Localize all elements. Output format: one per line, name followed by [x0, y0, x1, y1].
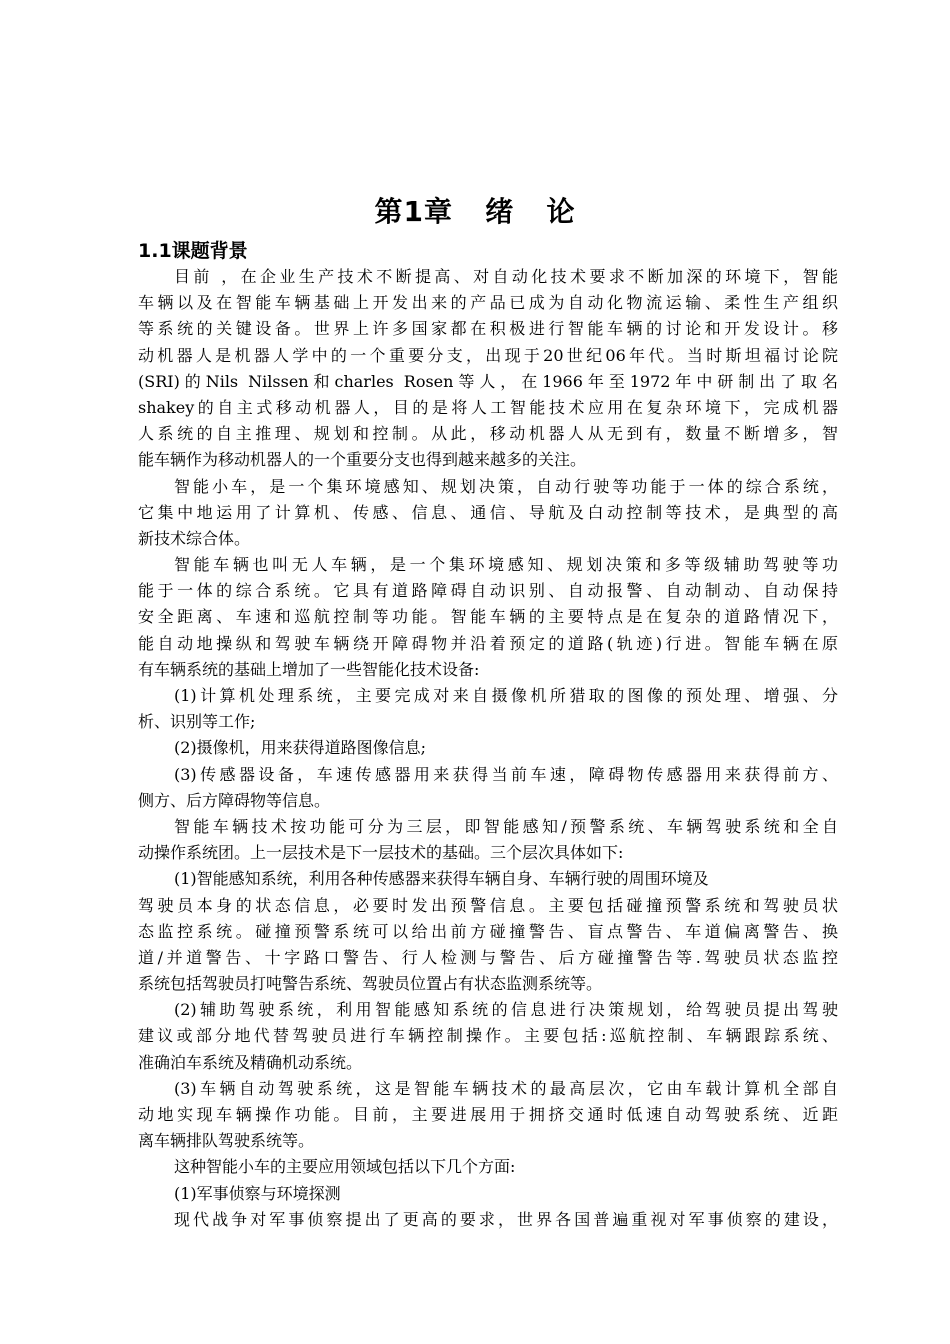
text-line: 现代战争对军事侦察提出了更高的要求，世界各国普遍重视对军事侦察的建设， — [174, 1209, 838, 1229]
text-line: (2)摄像机，用来获得道路图像信息; — [174, 738, 427, 758]
text-line: (3)传感器设备，车速传感器用来获得当前车速，障碍物传感器用来获得前方、 — [174, 764, 838, 784]
text-line: 智能小车，是一个集环境感知、规划决策，自动行驶等功能于一体的综合系统， — [174, 476, 838, 496]
text-line: 目前 ，在企业生产技术不断提高、对自动化技术要求不断加深的环境下，智能 — [174, 267, 838, 286]
text-line: 等系统的关键设备。世界上许多国家都在积极进行智能车辆的讨论和开发设计。移 — [138, 319, 838, 339]
text-line: (1)智能感知系统，利用各种传感器来获得车辆自身、车辆行驶的周围环境及 — [174, 869, 709, 889]
text-line: 建议或部分地代替驾驶员进行车辆控制操作。主要包括:巡航控制、车辆跟踪系统、 — [138, 1026, 838, 1046]
text-line: (3)车辆自动驾驶系统，这是智能车辆技术的最高层次，它由车载计算机全部自 — [174, 1078, 838, 1098]
text-line: 智能车辆技术按功能可分为三层，即智能感知/预警系统、车辆驾驶系统和全自 — [174, 816, 838, 836]
text-line: 能自动地操纵和驾驶车辆绕开障碍物并沿着预定的道路(轨迹)行进。智能车辆在原 — [138, 633, 838, 653]
text-line: 动地实现车辆操作功能。目前，主要进展用于拥挤交通时低速自动驾驶系统、近距 — [138, 1105, 838, 1124]
text-line: 能车辆作为移动机器人的一个重要分支也得到越来越多的关注。 — [138, 450, 587, 470]
text-line: (1)军事侦察与环境探测 — [174, 1183, 341, 1203]
text-line: 能于一体的综合系统。它具有道路障碍自动识别、自动报警、自动制动、自动保持 — [138, 581, 838, 601]
body-text — [138, 264, 838, 1233]
text-line: 道/并道警告、十字路口警告、行人检测与警告、后方碰撞警告等.驾驶员状态监控 — [138, 947, 838, 967]
text-line: 动操作系统团。上一层技术是下一层技术的基础。三个层次具体如下: — [138, 843, 624, 863]
text-line: 有车辆系统的基础上增加了一些智能化技术设备: — [138, 659, 480, 679]
text-line: 离车辆排队驾驶系统等。 — [138, 1131, 315, 1151]
text-line: 新技术综合体。 — [138, 528, 251, 548]
text-line: (SRI)的Nils Nilssen和charles Rosen等人，在1966年至1972年中研制出了取名 — [138, 371, 838, 391]
text-line: 它集中地运用了计算机、传感、信息、通信、导航及白动控制等技术，是典型的高 — [138, 502, 838, 522]
text-line: 系统包括驾驶员打吨警告系统、驾驶员位置占有状态监测系统等。 — [138, 974, 603, 994]
text-line: shakey的自主式移动机器人，目的是将人工智能技术应用在复杂环境下，完成机器 — [138, 397, 838, 417]
text-line: 析、识别等工作; — [138, 712, 256, 732]
text-line: 态监控系统。碰撞预警系统可以给出前方碰撞警告、盲点警告、车道偏离警告、换 — [138, 921, 838, 941]
text-line: 智能车辆也叫无人车辆，是一个集环境感知、规划决策和多等级辅助驾驶等功 — [174, 555, 838, 575]
text-line: 驾驶员本身的状态信息，必要时发出预警信息。主要包括碰撞预警系统和驾驶员状 — [138, 895, 838, 915]
text-line: 侧方、后方障碍物等信息。 — [138, 790, 331, 810]
text-line: 安全距离、车速和巡航控制等功能。智能车辆的主要特点是在复杂的道路情况下， — [138, 607, 838, 627]
chapter-title: 第1章 绪 论 — [374, 195, 576, 228]
text-line: 车辆以及在智能车辆基础上开发出来的产品已成为自动化物流运输、柔性生产组织 — [138, 293, 838, 313]
text-line: 人系统的自主推理、规划和控制。从此，移动机器人从无到有，数量不断增多，智 — [138, 424, 838, 444]
text-line: (1)计算机处理系统，主要完成对来自摄像机所猎取的图像的预处理、增强、分 — [174, 686, 838, 705]
text-line: 这种智能小车的主要应用领域包括以下几个方面: — [174, 1157, 516, 1177]
text-line: 动机器人是机器人学中的一个重要分支，出现于20世纪06年代。当时斯坦福讨论院 — [138, 345, 838, 365]
section-title: 1.1课题背景 — [138, 240, 248, 262]
text-line: (2)辅助驾驶系统，利用智能感知系统的信息进行决策规划，给驾驶员提出驾驶 — [174, 1000, 838, 1020]
text-line: 准确泊车系统及精确机动系统。 — [138, 1052, 363, 1072]
